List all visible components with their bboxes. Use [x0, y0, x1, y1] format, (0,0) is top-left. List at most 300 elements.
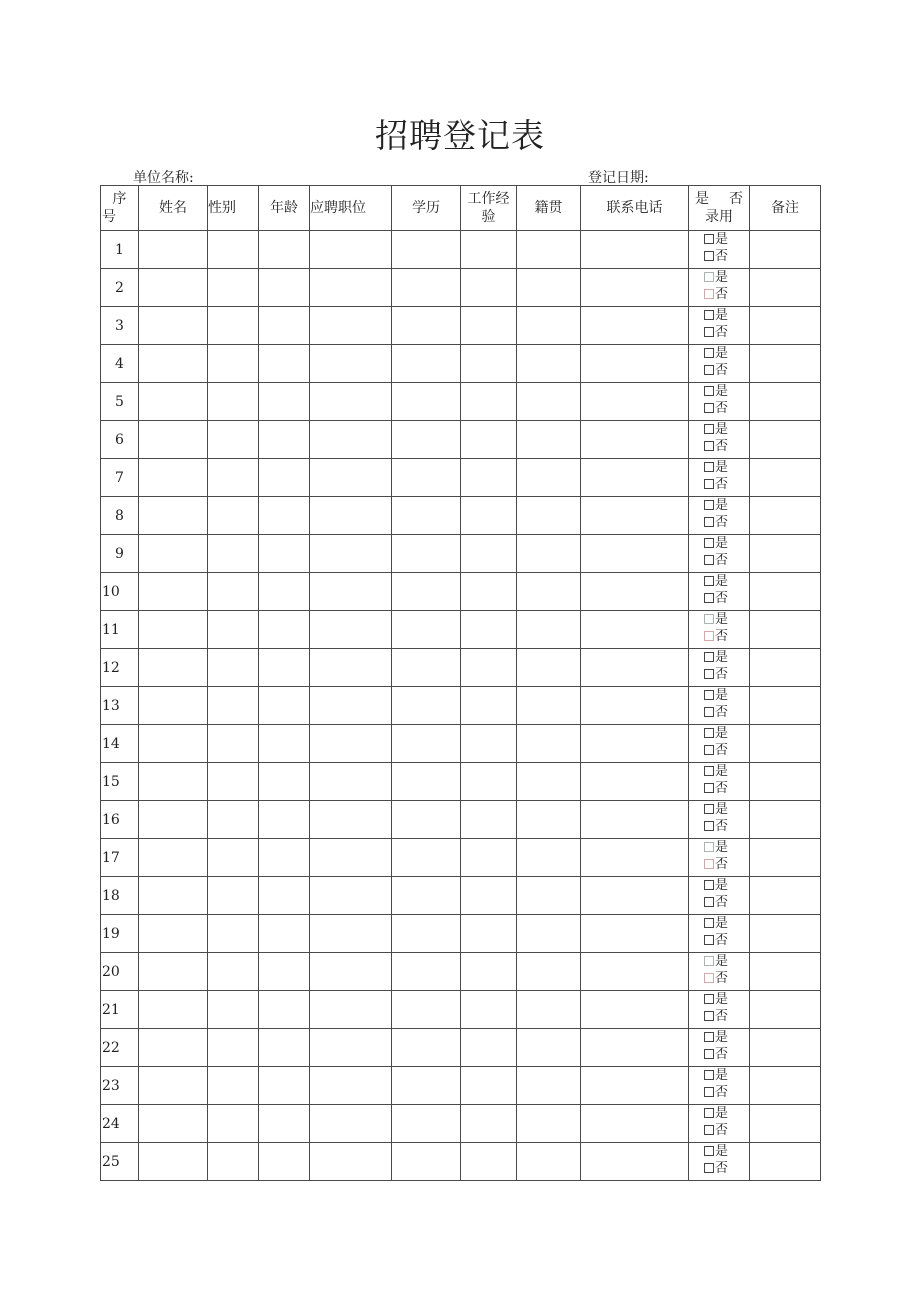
yes-checkbox[interactable]	[704, 500, 714, 510]
origin-cell[interactable]	[517, 1029, 581, 1067]
position-cell[interactable]	[310, 383, 392, 421]
phone-cell[interactable]	[581, 459, 689, 497]
position-cell[interactable]	[310, 915, 392, 953]
position-cell[interactable]	[310, 877, 392, 915]
yes-checkbox[interactable]	[704, 956, 714, 966]
yes-checkbox[interactable]	[704, 994, 714, 1004]
no-checkbox[interactable]	[704, 935, 714, 945]
origin-cell[interactable]	[517, 1067, 581, 1105]
remarks-cell[interactable]	[750, 535, 821, 573]
education-cell[interactable]	[392, 801, 461, 839]
position-cell[interactable]	[310, 687, 392, 725]
yes-checkbox[interactable]	[704, 880, 714, 890]
remarks-cell[interactable]	[750, 1029, 821, 1067]
table-row	[101, 459, 821, 497]
education-cell[interactable]	[392, 497, 461, 535]
age-cell[interactable]	[259, 345, 310, 383]
no-checkbox[interactable]	[704, 1125, 714, 1135]
name-cell[interactable]	[139, 839, 208, 877]
education-cell[interactable]	[392, 839, 461, 877]
education-cell[interactable]	[392, 611, 461, 649]
yes-checkbox[interactable]	[704, 766, 714, 776]
no-checkbox[interactable]	[704, 327, 714, 337]
gender-cell[interactable]	[208, 991, 259, 1029]
remarks-cell[interactable]	[750, 459, 821, 497]
position-cell[interactable]	[310, 231, 392, 269]
name-cell[interactable]	[139, 345, 208, 383]
phone-cell[interactable]	[581, 687, 689, 725]
experience-cell[interactable]	[461, 801, 517, 839]
education-cell[interactable]	[392, 345, 461, 383]
experience-cell[interactable]	[461, 345, 517, 383]
education-cell[interactable]	[392, 1105, 461, 1143]
age-cell[interactable]	[259, 497, 310, 535]
name-cell[interactable]	[139, 953, 208, 991]
age-cell[interactable]	[259, 687, 310, 725]
education-cell[interactable]	[392, 383, 461, 421]
yes-checkbox[interactable]	[704, 918, 714, 928]
gender-cell[interactable]	[208, 915, 259, 953]
no-checkbox[interactable]	[704, 973, 714, 983]
yes-label: 是	[715, 422, 729, 437]
experience-cell[interactable]	[461, 1105, 517, 1143]
age-cell[interactable]	[259, 459, 310, 497]
remarks-cell[interactable]	[750, 915, 821, 953]
no-checkbox[interactable]	[704, 441, 714, 451]
phone-cell[interactable]	[581, 991, 689, 1029]
age-cell[interactable]	[259, 307, 310, 345]
education-cell[interactable]	[392, 573, 461, 611]
education-cell[interactable]	[392, 877, 461, 915]
name-cell[interactable]	[139, 649, 208, 687]
yes-checkbox[interactable]	[704, 348, 714, 358]
education-cell[interactable]	[392, 953, 461, 991]
experience-cell[interactable]	[461, 953, 517, 991]
no-label: 否	[715, 287, 729, 302]
phone-cell[interactable]	[581, 763, 689, 801]
phone-cell[interactable]	[581, 839, 689, 877]
no-checkbox[interactable]	[704, 1011, 714, 1021]
origin-cell[interactable]	[517, 459, 581, 497]
phone-cell[interactable]	[581, 1029, 689, 1067]
no-label: 否	[715, 249, 729, 264]
origin-cell[interactable]	[517, 991, 581, 1029]
no-checkbox[interactable]	[704, 403, 714, 413]
origin-cell[interactable]	[517, 269, 581, 307]
education-cell[interactable]	[392, 421, 461, 459]
experience-cell[interactable]	[461, 763, 517, 801]
phone-cell[interactable]	[581, 231, 689, 269]
no-checkbox[interactable]	[704, 289, 714, 299]
name-cell[interactable]	[139, 801, 208, 839]
origin-cell[interactable]	[517, 687, 581, 725]
name-cell[interactable]	[139, 1067, 208, 1105]
remarks-cell[interactable]	[750, 497, 821, 535]
education-cell[interactable]	[392, 307, 461, 345]
phone-cell[interactable]	[581, 611, 689, 649]
remarks-cell[interactable]	[750, 649, 821, 687]
remarks-cell[interactable]	[750, 611, 821, 649]
gender-cell[interactable]	[208, 877, 259, 915]
age-cell[interactable]	[259, 383, 310, 421]
origin-cell[interactable]	[517, 915, 581, 953]
position-cell[interactable]	[310, 307, 392, 345]
gender-cell[interactable]	[208, 231, 259, 269]
phone-cell[interactable]	[581, 1105, 689, 1143]
phone-cell[interactable]	[581, 1143, 689, 1181]
name-cell[interactable]	[139, 535, 208, 573]
age-cell[interactable]	[259, 953, 310, 991]
position-cell[interactable]	[310, 1067, 392, 1105]
origin-cell[interactable]	[517, 535, 581, 573]
education-cell[interactable]	[392, 535, 461, 573]
gender-cell[interactable]	[208, 649, 259, 687]
yes-checkbox[interactable]	[704, 614, 714, 624]
hire-decision-cell	[689, 307, 750, 345]
yes-label: 是	[715, 1144, 729, 1159]
remarks-cell[interactable]	[750, 231, 821, 269]
experience-cell[interactable]	[461, 1029, 517, 1067]
origin-cell[interactable]	[517, 763, 581, 801]
yes-checkbox[interactable]	[704, 728, 714, 738]
name-cell[interactable]	[139, 915, 208, 953]
gender-cell[interactable]	[208, 383, 259, 421]
no-checkbox[interactable]	[704, 517, 714, 527]
yes-checkbox[interactable]	[704, 576, 714, 586]
education-cell[interactable]	[392, 915, 461, 953]
remarks-cell[interactable]	[750, 763, 821, 801]
name-cell[interactable]	[139, 383, 208, 421]
gender-cell[interactable]	[208, 459, 259, 497]
gender-cell[interactable]	[208, 307, 259, 345]
name-cell[interactable]	[139, 573, 208, 611]
unit-name-label: 单位名称:	[133, 170, 194, 186]
age-cell[interactable]	[259, 991, 310, 1029]
name-cell[interactable]	[139, 421, 208, 459]
position-cell[interactable]	[310, 763, 392, 801]
no-checkbox[interactable]	[704, 555, 714, 565]
age-cell[interactable]	[259, 877, 310, 915]
phone-cell[interactable]	[581, 421, 689, 459]
table-row	[101, 1143, 821, 1181]
education-cell[interactable]	[392, 1029, 461, 1067]
remarks-cell[interactable]	[750, 877, 821, 915]
remarks-cell[interactable]	[750, 1067, 821, 1105]
gender-cell[interactable]	[208, 269, 259, 307]
phone-cell[interactable]	[581, 915, 689, 953]
position-cell[interactable]	[310, 1029, 392, 1067]
remarks-cell[interactable]	[750, 801, 821, 839]
age-cell[interactable]	[259, 1067, 310, 1105]
age-cell[interactable]	[259, 763, 310, 801]
education-cell[interactable]	[392, 725, 461, 763]
gender-cell[interactable]	[208, 953, 259, 991]
position-cell[interactable]	[310, 459, 392, 497]
position-cell[interactable]	[310, 1143, 392, 1181]
yes-checkbox[interactable]	[704, 652, 714, 662]
remarks-cell[interactable]	[750, 269, 821, 307]
education-cell[interactable]	[392, 687, 461, 725]
remarks-cell[interactable]	[750, 991, 821, 1029]
phone-cell[interactable]	[581, 497, 689, 535]
no-checkbox[interactable]	[704, 745, 714, 755]
experience-cell[interactable]	[461, 611, 517, 649]
experience-cell[interactable]	[461, 687, 517, 725]
position-cell[interactable]	[310, 649, 392, 687]
age-cell[interactable]	[259, 915, 310, 953]
yes-checkbox[interactable]	[704, 424, 714, 434]
phone-cell[interactable]	[581, 383, 689, 421]
hire-decision-cell	[689, 573, 750, 611]
experience-cell[interactable]	[461, 459, 517, 497]
experience-cell[interactable]	[461, 649, 517, 687]
age-cell[interactable]	[259, 839, 310, 877]
gender-cell[interactable]	[208, 763, 259, 801]
no-label: 否	[715, 705, 729, 720]
origin-cell[interactable]	[517, 725, 581, 763]
age-cell[interactable]	[259, 1029, 310, 1067]
age-cell[interactable]	[259, 421, 310, 459]
phone-cell[interactable]	[581, 877, 689, 915]
origin-cell[interactable]	[517, 801, 581, 839]
experience-cell[interactable]	[461, 839, 517, 877]
phone-cell[interactable]	[581, 573, 689, 611]
origin-cell[interactable]	[517, 497, 581, 535]
gender-cell[interactable]	[208, 1143, 259, 1181]
gender-cell[interactable]	[208, 497, 259, 535]
position-cell[interactable]	[310, 611, 392, 649]
no-label: 否	[715, 781, 729, 796]
name-cell[interactable]	[139, 877, 208, 915]
hire-decision-cell	[689, 269, 750, 307]
phone-cell[interactable]	[581, 269, 689, 307]
no-checkbox[interactable]	[704, 897, 714, 907]
remarks-cell[interactable]	[750, 307, 821, 345]
remarks-cell[interactable]	[750, 383, 821, 421]
name-cell[interactable]	[139, 991, 208, 1029]
no-label: 否	[715, 1161, 729, 1176]
no-checkbox[interactable]	[704, 821, 714, 831]
no-checkbox[interactable]	[704, 479, 714, 489]
experience-cell[interactable]	[461, 383, 517, 421]
yes-checkbox[interactable]	[704, 272, 714, 282]
name-cell[interactable]	[139, 611, 208, 649]
remarks-cell[interactable]	[750, 725, 821, 763]
origin-cell[interactable]	[517, 953, 581, 991]
experience-cell[interactable]	[461, 421, 517, 459]
remarks-cell[interactable]	[750, 687, 821, 725]
remarks-cell[interactable]	[750, 345, 821, 383]
name-cell[interactable]	[139, 725, 208, 763]
experience-cell[interactable]	[461, 915, 517, 953]
name-cell[interactable]	[139, 231, 208, 269]
position-cell[interactable]	[310, 421, 392, 459]
remarks-cell[interactable]	[750, 953, 821, 991]
no-checkbox[interactable]	[704, 631, 714, 641]
position-cell[interactable]	[310, 535, 392, 573]
gender-cell[interactable]	[208, 1105, 259, 1143]
origin-cell[interactable]	[517, 345, 581, 383]
phone-cell[interactable]	[581, 953, 689, 991]
experience-cell[interactable]	[461, 725, 517, 763]
name-cell[interactable]	[139, 497, 208, 535]
name-cell[interactable]	[139, 763, 208, 801]
origin-cell[interactable]	[517, 231, 581, 269]
table-row	[101, 383, 821, 421]
age-cell[interactable]	[259, 573, 310, 611]
name-cell[interactable]	[139, 459, 208, 497]
origin-cell[interactable]	[517, 421, 581, 459]
phone-cell[interactable]	[581, 649, 689, 687]
no-label: 否	[715, 971, 729, 986]
origin-cell[interactable]	[517, 1105, 581, 1143]
gender-cell[interactable]	[208, 573, 259, 611]
experience-cell[interactable]	[461, 573, 517, 611]
position-cell[interactable]	[310, 1105, 392, 1143]
origin-cell[interactable]	[517, 611, 581, 649]
name-cell[interactable]	[139, 1105, 208, 1143]
phone-cell[interactable]	[581, 345, 689, 383]
education-cell[interactable]	[392, 991, 461, 1029]
no-checkbox[interactable]	[704, 365, 714, 375]
experience-cell[interactable]	[461, 535, 517, 573]
gender-cell[interactable]	[208, 801, 259, 839]
no-checkbox[interactable]	[704, 859, 714, 869]
origin-cell[interactable]	[517, 307, 581, 345]
no-label: 否	[715, 553, 729, 568]
gender-cell[interactable]	[208, 535, 259, 573]
yes-label: 是	[715, 764, 729, 779]
experience-cell[interactable]	[461, 1067, 517, 1105]
yes-label: 是	[715, 916, 729, 931]
no-checkbox[interactable]	[704, 1163, 714, 1173]
gender-cell[interactable]	[208, 839, 259, 877]
no-checkbox[interactable]	[704, 707, 714, 717]
position-cell[interactable]	[310, 269, 392, 307]
education-cell[interactable]	[392, 231, 461, 269]
experience-cell[interactable]	[461, 231, 517, 269]
position-cell[interactable]	[310, 497, 392, 535]
origin-cell[interactable]	[517, 1143, 581, 1181]
no-checkbox[interactable]	[704, 251, 714, 261]
age-cell[interactable]	[259, 1105, 310, 1143]
row-number: 12	[101, 649, 139, 687]
name-cell[interactable]	[139, 1143, 208, 1181]
position-cell[interactable]	[310, 725, 392, 763]
yes-checkbox[interactable]	[704, 1032, 714, 1042]
origin-cell[interactable]	[517, 383, 581, 421]
yes-checkbox[interactable]	[704, 386, 714, 396]
name-cell[interactable]	[139, 687, 208, 725]
yes-checkbox[interactable]	[704, 842, 714, 852]
experience-cell[interactable]	[461, 307, 517, 345]
age-cell[interactable]	[259, 535, 310, 573]
name-cell[interactable]	[139, 1029, 208, 1067]
remarks-cell[interactable]	[750, 839, 821, 877]
no-checkbox[interactable]	[704, 669, 714, 679]
education-cell[interactable]	[392, 1143, 461, 1181]
experience-cell[interactable]	[461, 497, 517, 535]
position-cell[interactable]	[310, 345, 392, 383]
no-label: 否	[715, 515, 729, 530]
gender-cell[interactable]	[208, 1067, 259, 1105]
phone-cell[interactable]	[581, 307, 689, 345]
origin-cell[interactable]	[517, 877, 581, 915]
yes-checkbox[interactable]	[704, 1146, 714, 1156]
age-cell[interactable]	[259, 1143, 310, 1181]
origin-cell[interactable]	[517, 573, 581, 611]
phone-cell[interactable]	[581, 725, 689, 763]
phone-cell[interactable]	[581, 535, 689, 573]
gender-cell[interactable]	[208, 687, 259, 725]
education-cell[interactable]	[392, 649, 461, 687]
education-cell[interactable]	[392, 763, 461, 801]
position-cell[interactable]	[310, 991, 392, 1029]
gender-cell[interactable]	[208, 1029, 259, 1067]
phone-cell[interactable]	[581, 801, 689, 839]
education-cell[interactable]	[392, 1067, 461, 1105]
yes-checkbox[interactable]	[704, 1108, 714, 1118]
age-cell[interactable]	[259, 725, 310, 763]
no-checkbox[interactable]	[704, 1049, 714, 1059]
age-cell[interactable]	[259, 269, 310, 307]
origin-cell[interactable]	[517, 839, 581, 877]
position-cell[interactable]	[310, 839, 392, 877]
experience-cell[interactable]	[461, 1143, 517, 1181]
phone-cell[interactable]	[581, 1067, 689, 1105]
position-cell[interactable]	[310, 953, 392, 991]
gender-cell[interactable]	[208, 345, 259, 383]
no-checkbox[interactable]	[704, 593, 714, 603]
education-cell[interactable]	[392, 269, 461, 307]
row-number: 7	[101, 459, 139, 497]
experience-cell[interactable]	[461, 269, 517, 307]
experience-cell[interactable]	[461, 991, 517, 1029]
gender-cell[interactable]	[208, 725, 259, 763]
no-checkbox[interactable]	[704, 783, 714, 793]
origin-cell[interactable]	[517, 649, 581, 687]
remarks-cell[interactable]	[750, 1105, 821, 1143]
position-cell[interactable]	[310, 801, 392, 839]
yes-checkbox[interactable]	[704, 538, 714, 548]
age-cell[interactable]	[259, 801, 310, 839]
remarks-cell[interactable]	[750, 421, 821, 459]
name-cell[interactable]	[139, 307, 208, 345]
no-label: 否	[715, 591, 729, 606]
yes-checkbox[interactable]	[704, 690, 714, 700]
education-cell[interactable]	[392, 459, 461, 497]
remarks-cell[interactable]	[750, 1143, 821, 1181]
yes-checkbox[interactable]	[704, 310, 714, 320]
yes-checkbox[interactable]	[704, 234, 714, 244]
age-cell[interactable]	[259, 649, 310, 687]
gender-cell[interactable]	[208, 421, 259, 459]
age-cell[interactable]	[259, 231, 310, 269]
yes-label: 是	[715, 536, 729, 551]
position-cell[interactable]	[310, 573, 392, 611]
yes-checkbox[interactable]	[704, 1070, 714, 1080]
experience-cell[interactable]	[461, 877, 517, 915]
age-cell[interactable]	[259, 611, 310, 649]
name-cell[interactable]	[139, 269, 208, 307]
yes-label: 是	[715, 346, 729, 361]
yes-checkbox[interactable]	[704, 462, 714, 472]
hire-decision-cell	[689, 535, 750, 573]
no-checkbox[interactable]	[704, 1087, 714, 1097]
yes-checkbox[interactable]	[704, 804, 714, 814]
remarks-cell[interactable]	[750, 573, 821, 611]
gender-cell[interactable]	[208, 611, 259, 649]
